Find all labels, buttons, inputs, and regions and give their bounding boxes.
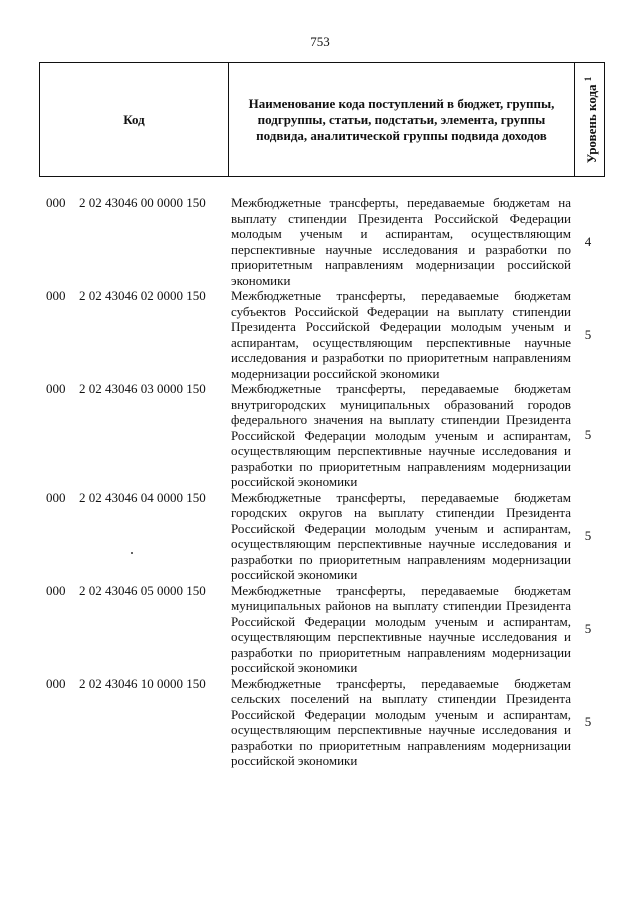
row-level: 5 — [584, 427, 592, 443]
header-level-label: Уровень кода $^1$ — [582, 76, 599, 163]
row-code: 2 02 43046 10 0000 150 — [79, 675, 206, 691]
row-code: 2 02 43046 00 0000 150 — [79, 195, 206, 210]
row-code: 2 02 43046 02 0000 150 — [79, 288, 206, 303]
table-header — [39, 62, 605, 177]
table-row — [39, 381, 605, 490]
row-level: 5 — [584, 528, 592, 543]
table-row — [39, 583, 605, 676]
row-prefix: 000 — [46, 675, 66, 691]
row-description: Межбюджетные трансферты, передаваемые бюджетам сельских поселений на выплату стипендии Президента Российской Федерации молодым ученым и аспирантам, осуществляющим перспективные научные исследования и разработки по приоритетным направлениям модернизации российской экономики — [231, 675, 571, 768]
row-level: 5 — [584, 326, 592, 342]
footnote-marker: 1 — [582, 76, 593, 81]
table-row — [39, 288, 605, 381]
header-code: Код — [40, 63, 229, 176]
row-description: Межбюджетные трансферты, передаваемые бюджетам внутригородских муниципальных образований городов федерального значения на выплату стипендии Президента Российской Федерации молодым ученым и аспирантам, осуществляющим перспективные научные исследования и разработки по приоритетным направлениям модернизации российской экономики — [231, 381, 571, 489]
row-prefix: 000 — [46, 288, 66, 303]
page-number: 753 — [310, 34, 330, 49]
row-prefix: 000 — [46, 582, 66, 598]
row-code: 2 02 43046 05 0000 150 — [79, 582, 206, 598]
row-code: 2 02 43046 03 0000 150 — [79, 381, 206, 396]
row-level: 5 — [584, 714, 592, 729]
header-name: Наименование кода поступлений в бюджет, группы, подгруппы, статьи, подстатьи, элемента, группы подвида, аналитической группы подвида доходов — [229, 63, 575, 176]
row-level: 4 — [584, 233, 592, 249]
table-row — [39, 676, 605, 769]
row-prefix: 000 — [46, 381, 66, 396]
row-prefix: 000 — [46, 489, 66, 505]
row-level: 5 — [584, 621, 592, 636]
scan-speck — [131, 552, 133, 554]
table-body — [39, 195, 605, 769]
header-level — [575, 63, 604, 176]
row-description: Межбюджетные трансферты, передаваемые бюджетам субъектов Российской Федерации на выплату стипендии Президента Российской Федерации молодым ученым и аспирантам, осуществляющим перспективные научные исследования и разработки по приоритетным направлениям модернизации российской экономики — [231, 288, 571, 381]
row-code: 2 02 43046 04 0000 150 — [79, 489, 206, 505]
table-row — [39, 195, 605, 288]
table-row — [39, 490, 605, 583]
row-description: Межбюджетные трансферты, передаваемые бюджетам муниципальных районов на выплату стипендии Президента Российской Федерации молодым ученым и аспирантам, осуществляющим перспективные научные исследования и разработки по приоритетным направлениям модернизации российской экономики — [231, 582, 571, 675]
row-prefix: 000 — [46, 195, 66, 210]
row-description: Межбюджетные трансферты, передаваемые бюджетам городских округов на выплату стипендии Президента Российской Федерации молодым ученым и аспирантам, осуществляющим перспективные научные исследования и разработки по приоритетным направлениям модернизации российской экономики — [231, 489, 571, 582]
row-description: Межбюджетные трансферты, передаваемые бюджетам на выплату стипендии Президента Российской Федерации молодым ученым и аспирантам, осуществляющим перспективные научные исследования и разработки по приоритетным направлениям модернизации российской экономики — [231, 195, 571, 288]
